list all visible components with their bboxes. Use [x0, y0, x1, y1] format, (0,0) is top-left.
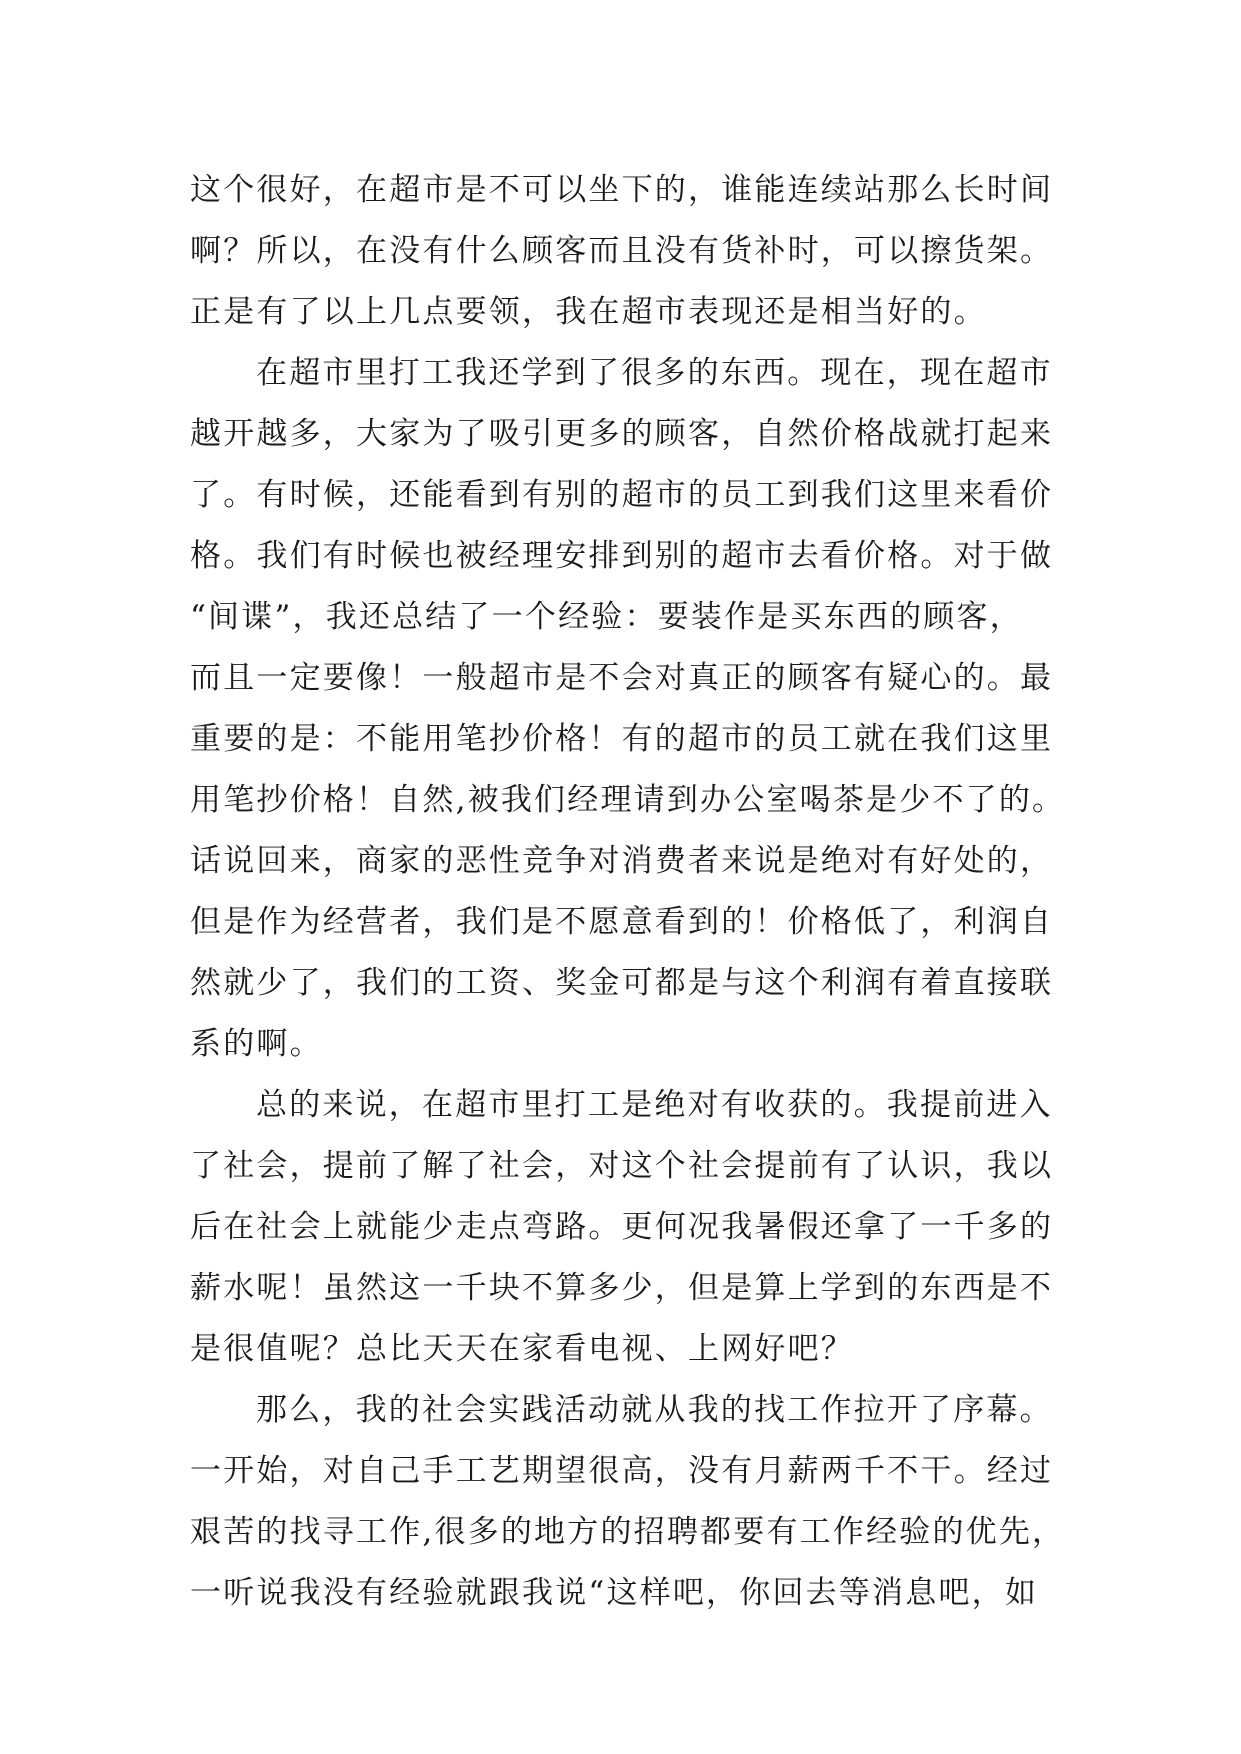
- text-line: 用笔抄价格！自然,被我们经理请到办公室喝茶是少不了的。: [190, 782, 1066, 818]
- text-line: 但是作为经营者，我们是不愿意看到的！价格低了，利润自: [190, 904, 1054, 940]
- text-line: 话说回来，商家的恶性竞争对消费者来说是绝对有好处的，: [190, 843, 1054, 879]
- text-line: 正是有了以上几点要领，我在超市表现还是相当好的。: [190, 294, 987, 330]
- text-line: 薪水呢！虽然这一千块不算多少，但是算上学到的东西是不: [190, 1270, 1054, 1306]
- text-line: “间谍”，我还总结了一个经验：要装作是买东西的顾客，: [190, 599, 1023, 635]
- text-line: 是很值呢？总比天天在家看电视、上网好吧？: [190, 1331, 854, 1367]
- text-line: 了。有时候，还能看到有别的超市的员工到我们这里来看价: [190, 477, 1054, 513]
- text-line: 而且一定要像！一般超市是不会对真正的顾客有疑心的。最: [190, 660, 1054, 696]
- text-line: 系的啊。: [190, 1026, 323, 1062]
- text-line: 后在社会上就能少走点弯路。更何况我暑假还拿了一千多的: [190, 1209, 1054, 1245]
- text-line: 越开越多，大家为了吸引更多的顾客，自然价格战就打起来: [190, 416, 1054, 452]
- text-line: 然就少了，我们的工资、奖金可都是与这个利润有着直接联: [190, 965, 1054, 1001]
- body-text: [190, 160, 1070, 1624]
- text-line: 一听说我没有经验就跟我说“这样吧，你回去等消息吧，如: [190, 1575, 1039, 1611]
- text-line: 艰苦的找寻工作,很多的地方的招聘都要有工作经验的优先，: [190, 1514, 1066, 1550]
- text-line: 格。我们有时候也被经理安排到别的超市去看价格。对于做: [190, 538, 1054, 574]
- text-line: 重要的是：不能用笔抄价格！有的超市的员工就在我们这里: [190, 721, 1054, 757]
- text-line: 了社会，提前了解了社会，对这个社会提前有了认识，我以: [190, 1148, 1054, 1184]
- text-line: 啊？所以，在没有什么顾客而且没有货补时，可以擦货架。: [190, 233, 1054, 269]
- paragraph-start-line: 那么，我的社会实践活动就从我的找工作拉开了序幕。: [256, 1392, 1053, 1428]
- paragraph-start-line: 总的来说，在超市里打工是绝对有收获的。我提前进入: [256, 1087, 1053, 1123]
- text-line: 一开始，对自己手工艺期望很高，没有月薪两千不干。经过: [190, 1453, 1054, 1489]
- paragraph-start-line: 在超市里打工我还学到了很多的东西。现在，现在超市: [256, 355, 1053, 391]
- text-line: 这个很好，在超市是不可以坐下的，谁能连续站那么长时间: [190, 172, 1054, 208]
